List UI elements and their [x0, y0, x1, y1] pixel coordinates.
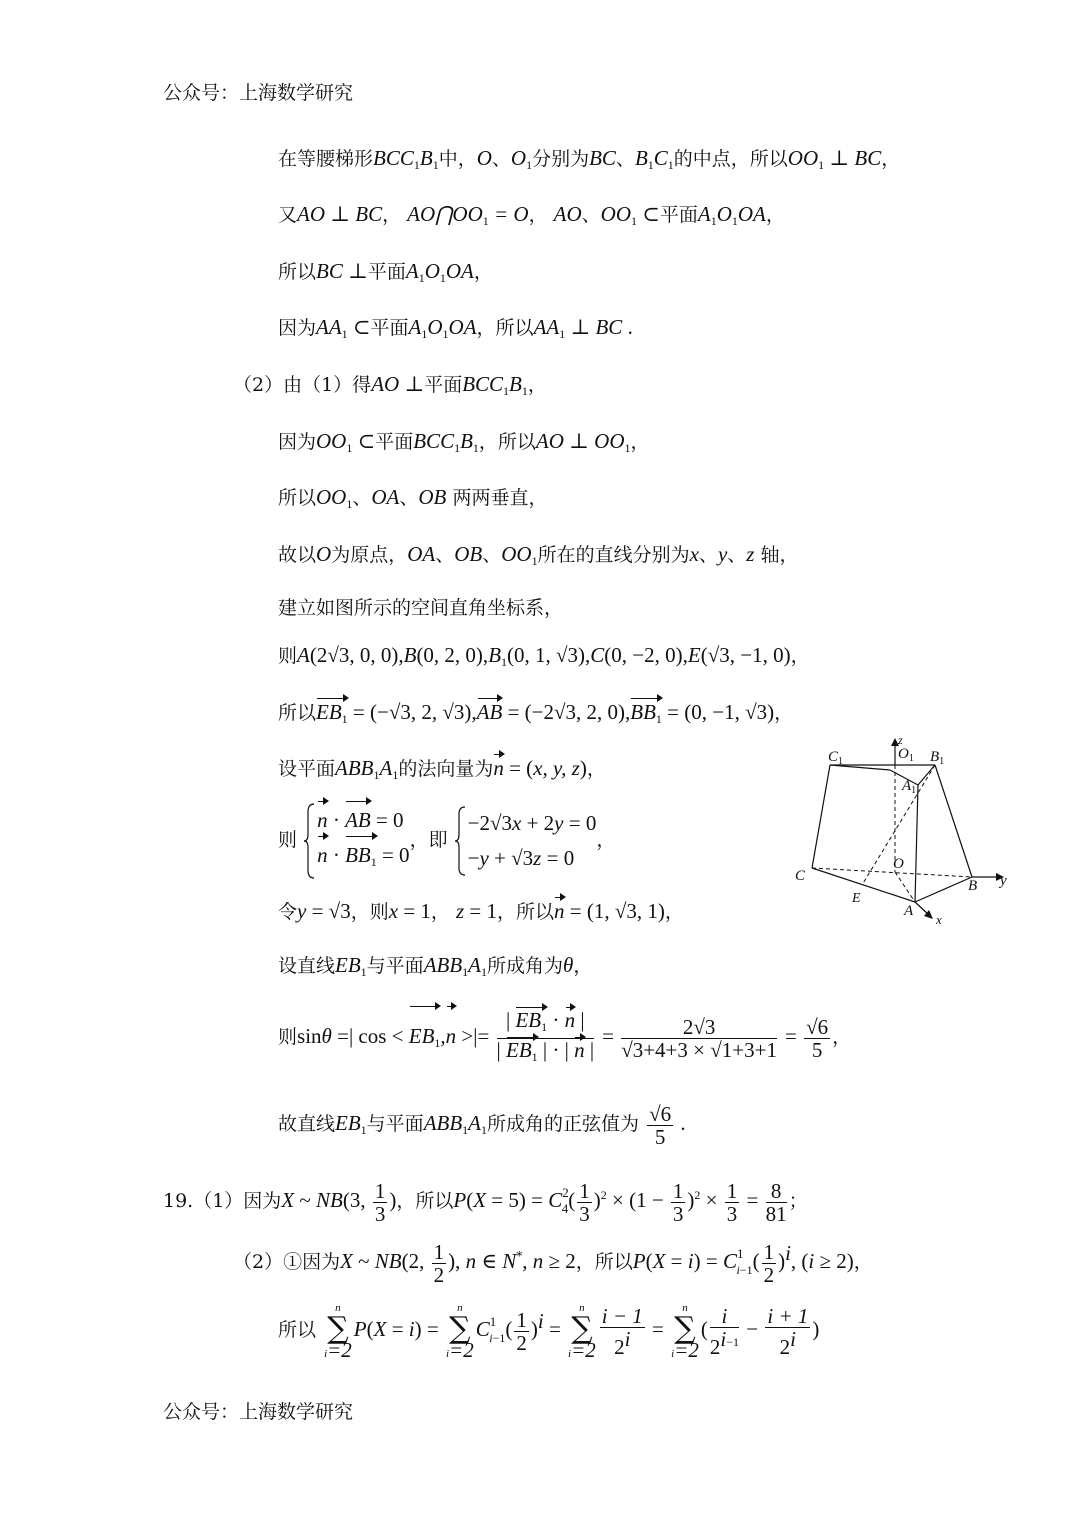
edge-b1-b	[935, 765, 972, 877]
text-line-17: 故直线$EB_1$与平面$ABB_1A_1$所成角的正弦值为 $\frac{√6}{5}$ .	[278, 1101, 686, 1149]
edge-b1-a1	[918, 765, 935, 785]
label-b1: $B_1$	[930, 749, 945, 767]
text-line-12: 设平面$ABB_1A_1$的法向量为n = (x, y, z)，	[278, 756, 606, 782]
text-line-11: 所以$EB_1 = (-√3$, 2, √3),AB = (−2√3, 2, $0),BB_1 = (0$, −1, √3)，	[278, 700, 793, 731]
text-line-19: （2）①因为X ~ NB(2, $\frac{1}{2}$ ), n ∈ N*, n ≥ 2，所以$P(X = i) = C^1_{i-1}$( $\frac{1}{2}$ )$^i$, (i ≥ 2)，	[233, 1239, 873, 1287]
label-c: C	[795, 868, 806, 884]
edge-a-b	[915, 877, 972, 902]
label-z: z	[898, 733, 903, 747]
page-header: 公众号：上海数学研究	[163, 82, 354, 104]
page-footer: 公众号：上海数学研究	[163, 1401, 354, 1423]
text-line-18: 19.（1）因为X ~ NB(3, $\frac{1}{3}$ )，所以$P(X = 5) = C^2_4$( $\frac{1}{3}$ )$^2$ × (1 − $\frac{1}{3}$ )$^2$ × $\frac{1}{3}$ = $\frac{8}{81}$ ；	[163, 1178, 808, 1226]
text-line-9: 建立如图所示的空间直角坐标系，	[278, 597, 564, 619]
frustum-diagram	[790, 730, 1040, 930]
text-line-3: 所以BC ⊥平面$A_1O_1OA$，	[278, 259, 493, 285]
label-o: O	[893, 856, 904, 872]
text-line-8: 故以O为原点，OA、OB、$OO_1$所在的直线分别为x、y、z 轴，	[278, 542, 799, 568]
label-o1: $O_1$	[898, 746, 914, 764]
text-line-5: （2）由（1）得AO ⊥平面$BCC_1B_1$，	[233, 372, 547, 398]
text-line-2: 又AO ⊥ BC， $AO⋂OO_1 = O$， AO、$OO_1$ ⊂平面$A_1O_1OA$，	[278, 202, 785, 228]
text-line-1: 在等腰梯形$BCC_1B_1$中，O、$O_1$分别为BC、$B_1C_1$的中点，所以$OO_1$ ⊥ BC，	[278, 146, 901, 172]
label-e: E	[852, 891, 861, 906]
edge-c1-c	[812, 765, 830, 868]
label-a1: $A_1$	[902, 778, 917, 796]
text-line-6: 因为$OO_1$ ⊂平面$BCC_1B_1$，所以AO ⊥ $OO_1$，	[278, 429, 650, 455]
label-a: A	[904, 903, 914, 919]
edge-a1-a	[915, 785, 918, 902]
text-line-16: 则sinθ =| $\cos < EB_1,n$ >|= $\frac{| EB_1 \cdot n |}{| EB_1 | \cdot | n |}$ = $\frac{2√3}{√3+4+3 \times √1+3+1}$ = $\frac{√6}{5}$ ，	[278, 1008, 851, 1071]
text-line-14: 令y = √3，则x = 1， z = 1，所以n = (1, √3, 1)，	[278, 899, 684, 923]
label-y: y	[1000, 873, 1007, 889]
text-line-20: 所以 n ∑ i=2 P(X = i) = n ∑ i=2 $C^1_{i-1}$( $\frac{1}{2}$ )$^i$ = n ∑ i=2 $\frac{i - 1}{2^i}$ = n ∑ i=2 ( $\frac{i}{2^{i-1}}$ − $\frac{i + 1}{2^i}$ )	[278, 1302, 820, 1362]
text-line-10: 则A(2√3, 0, 0),B(0, 2, $0),B_1(0$, 1, √3),C(0, −2, 0),E(√3, −1, 0)，	[278, 643, 810, 669]
edge-o-a	[895, 872, 915, 902]
label-x: x	[936, 912, 942, 927]
text-line-15: 设直线$EB_1$与平面$ABB_1A_1$所成角为θ，	[278, 953, 593, 979]
label-b: B	[968, 878, 978, 894]
label-c1: $C_1$	[828, 749, 844, 767]
text-line-4: 因为$AA_1$ ⊂平面$A_1O_1OA$，所以$AA_1$ ⊥ BC .	[278, 315, 633, 341]
text-line-13: 则 n · AB = 0 $n \cdot BB_1 = 0$ ，即 −2√3x + 2y = 0 −y + √3z = 0 ，	[278, 803, 615, 879]
text-line-7: 所以$OO_1$、OA、OB 两两垂直，	[278, 485, 548, 511]
